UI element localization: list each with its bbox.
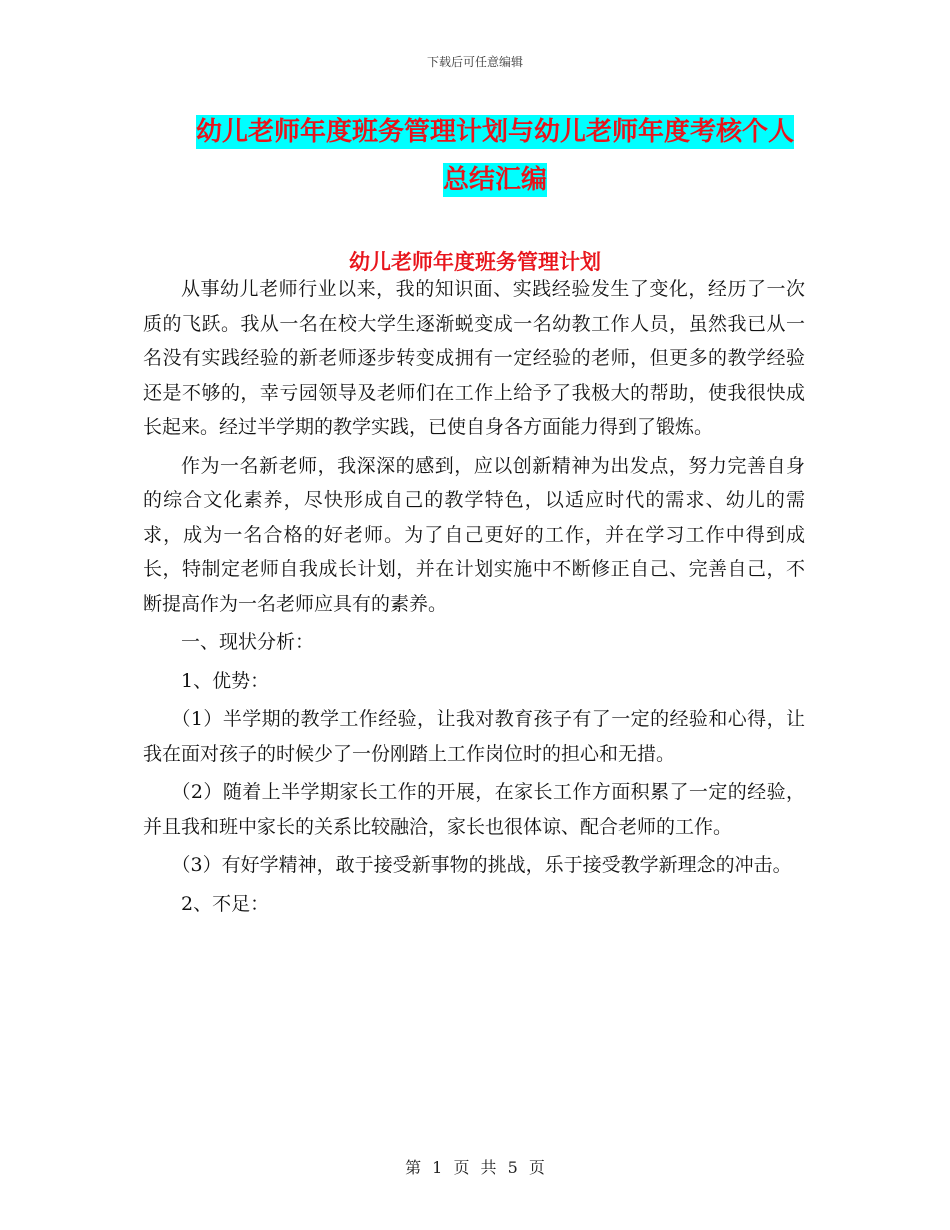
list-item-strength-3: （3）有好学精神，敢于接受新事物的挑战，乐于接受教学新理念的冲击。 [171,854,792,876]
list-item-strength-2: （2）随着上半学期家长工作的开展，在家长工作方面积累了一定的经验，并且我和班中家长的关系比较融洽，家长也很体谅、配合老师的工作。 [143,781,805,838]
heading-weaknesses: 2、不足： [181,892,270,915]
document-title-line-1: 幼儿老师年度班务管理计划与幼儿老师年度考核个人 [195,117,794,147]
paragraph-intro: 从事幼儿老师行业以来，我的知识面、实践经验发生了变化，经历了一次质的飞跃。我从一名在校大学生逐渐蜕变成一名幼教工作人员，虽然我已从一名没有实践经验的新老师逐步转变成拥有一定经验的老师，但更多的教学经验还是不够的，幸亏园领导及老师们在工作上给予了我极大的帮助，使我很快成长起来。经过半学期的教学实践，已使自身各方面能力得到了锻炼。 [143,278,805,438]
list-item-strength-1: （1）半学期的教学工作经验，让我对教育孩子有了一定的经验和心得，让我在面对孩子的时候少了一份刚踏上工作岗位时的担心和无措。 [143,708,805,765]
paragraph-goal: 作为一名新老师，我深深的感到，应以创新精神为出发点，努力完善自身的综合文化素养，尽快形成自己的教学特色，以适应时代的需求、幼儿的需求，成为一名合格的好老师。为了自己更好的工作，并在学习工作中得到成长，特制定老师自我成长计划，并在计划实施中不断修正自己、完善自己，不断提高作为一名老师应具有的素养。 [143,454,805,615]
header-note: 下载后可任意编辑 [426,55,523,69]
page-number: 第 1 页 共 5 页 [405,1158,545,1177]
heading-status-analysis: 一、现状分析： [181,631,315,653]
document-title-line-2: 总结汇编 [442,165,547,195]
document-title [145,108,845,204]
heading-strengths: 1、优势： [181,669,270,692]
document-body [143,272,805,925]
section-title: 幼儿老师年度班务管理计划 [349,250,601,274]
